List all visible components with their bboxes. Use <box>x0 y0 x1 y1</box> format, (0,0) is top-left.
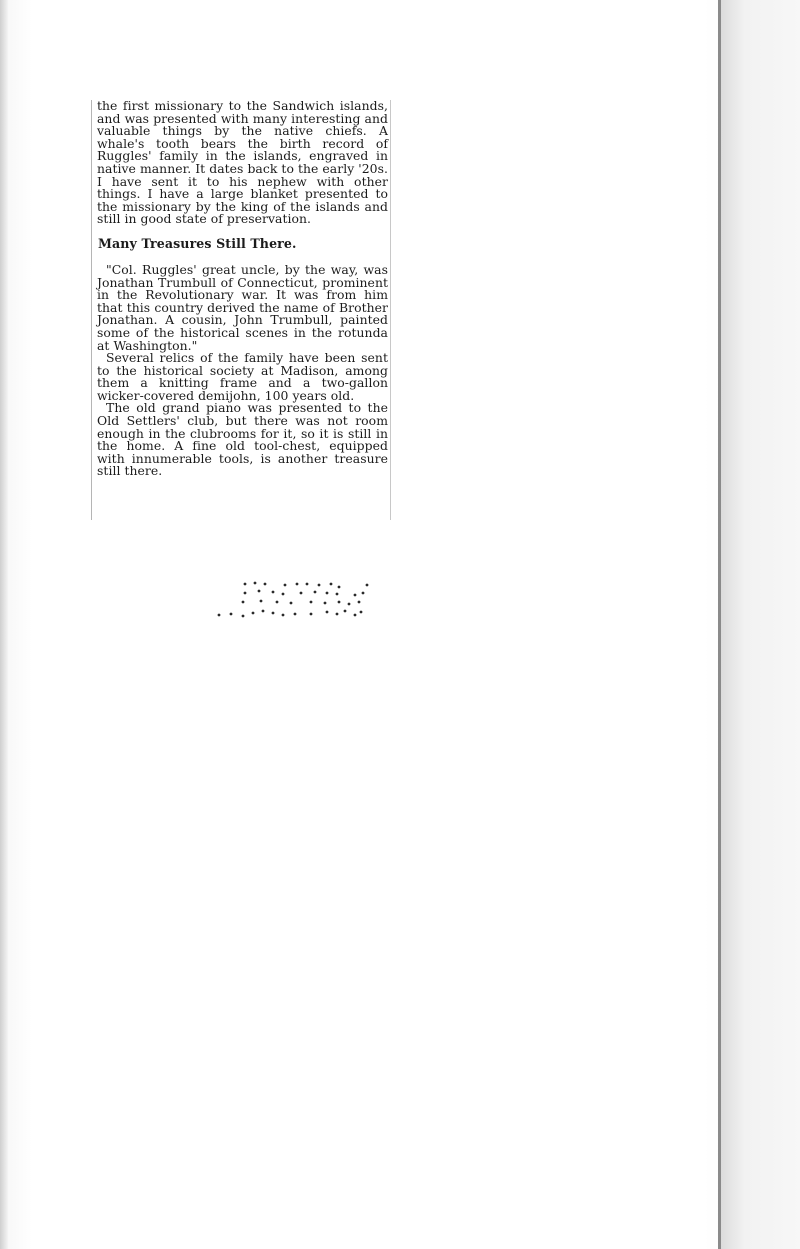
article-paragraph-1: the first missionary to the Sandwich islands, and was presented with many interesting and valuable things by the native chiefs. A whale's tooth bears the birth record of Ruggles' family in the islands, engraved in native manner. It dates back to the early '20s. I have sent it to his nephew with other things. I have a large blanket presented to the missionary by the king of the islands and still in good state of preservation. <box>97 98 388 227</box>
page-right-margin <box>721 0 800 1249</box>
article-paragraph-2: "Col. Ruggles' great uncle, by the way, was Jonathan Trumbull of Connecticut, prominent in the Revolutionary war. It was from him that this country derived the name of Brother Jonathan. A cousin, John Trumbull, painted some of the historical scenes in the rotunda at Washington." <box>97 261 388 353</box>
article-paragraph-3: Several relics of the family have been sent to the historical society at Madison, among them a knitting frame and a two-gallon wicker-covered demijohn, 100 years old. <box>97 350 388 403</box>
article-subheading: Many Treasures Still There. <box>98 235 297 251</box>
newspaper-clipping <box>91 100 391 520</box>
perforation-stamp <box>215 578 375 626</box>
article-paragraph-4: The old grand piano was presented to the Old Settlers' club, but there was not room enough in the clubrooms for it, so it is still in the home. A fine old tool-chest, equipped with innumerable tools, is another treasure still there. <box>97 400 388 479</box>
page-left-edge <box>0 0 8 1249</box>
perforation-dots-graphic <box>215 578 375 626</box>
